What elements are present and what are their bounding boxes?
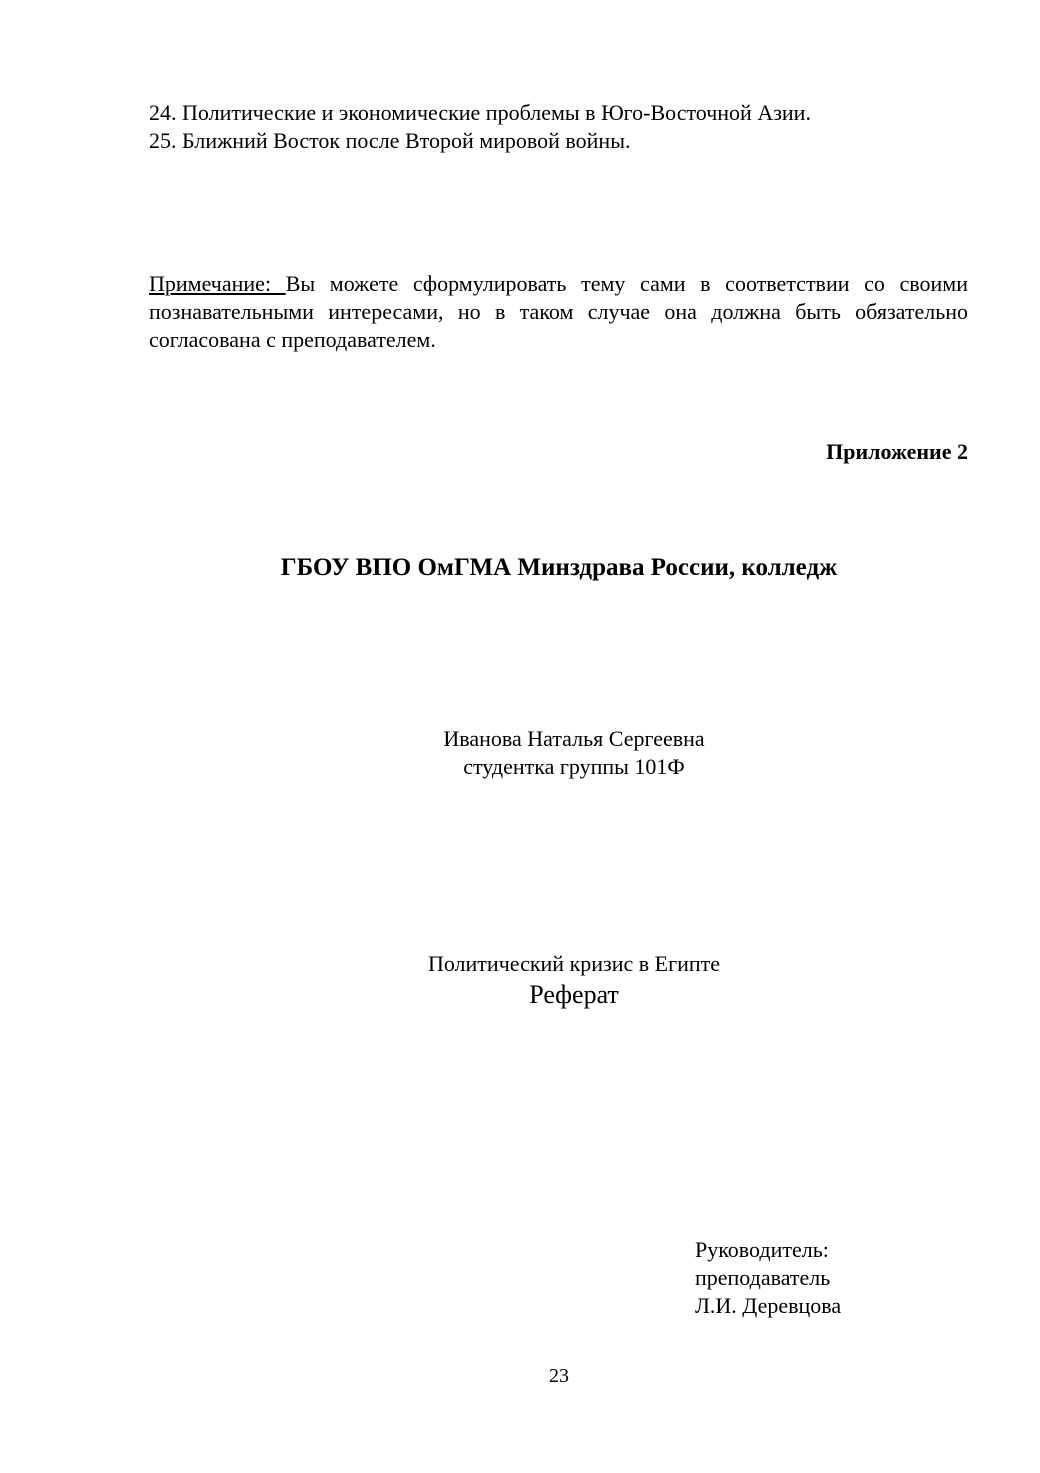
note-paragraph: [149, 270, 968, 354]
page-number: 23: [549, 1365, 569, 1387]
author-group: студентка группы 101Ф: [463, 754, 685, 779]
work-kind: Реферат: [529, 980, 619, 1009]
note-label: Примечание:: [149, 271, 286, 296]
work-topic: Политический кризис в Египте: [427, 951, 721, 976]
appendix-heading: Приложение 2: [826, 439, 968, 464]
topic-list: [149, 99, 969, 155]
author-name: Иванова Наталья Сергеевна: [443, 726, 705, 751]
note-text: Вы можете сформулировать тему сами в соответствии со своими познавательными интересами, но в таком случае она должна быть обязательно согласована с преподавателем.: [149, 271, 968, 352]
supervisor-block: [695, 1236, 841, 1320]
supervisor-label: Руководитель:: [695, 1237, 829, 1262]
organization-title: ГБОУ ВПО ОмГМА Минздрава России, колледж: [280, 554, 838, 581]
supervisor-position: преподаватель: [695, 1265, 831, 1290]
list-item: 24. Политические и экономические проблемы в Юго-Восточной Азии.: [149, 100, 811, 125]
supervisor-name: Л.И. Деревцова: [695, 1293, 842, 1318]
author-block: [0, 725, 1040, 781]
list-item: 25. Ближний Восток после Второй мировой войны.: [149, 128, 631, 153]
